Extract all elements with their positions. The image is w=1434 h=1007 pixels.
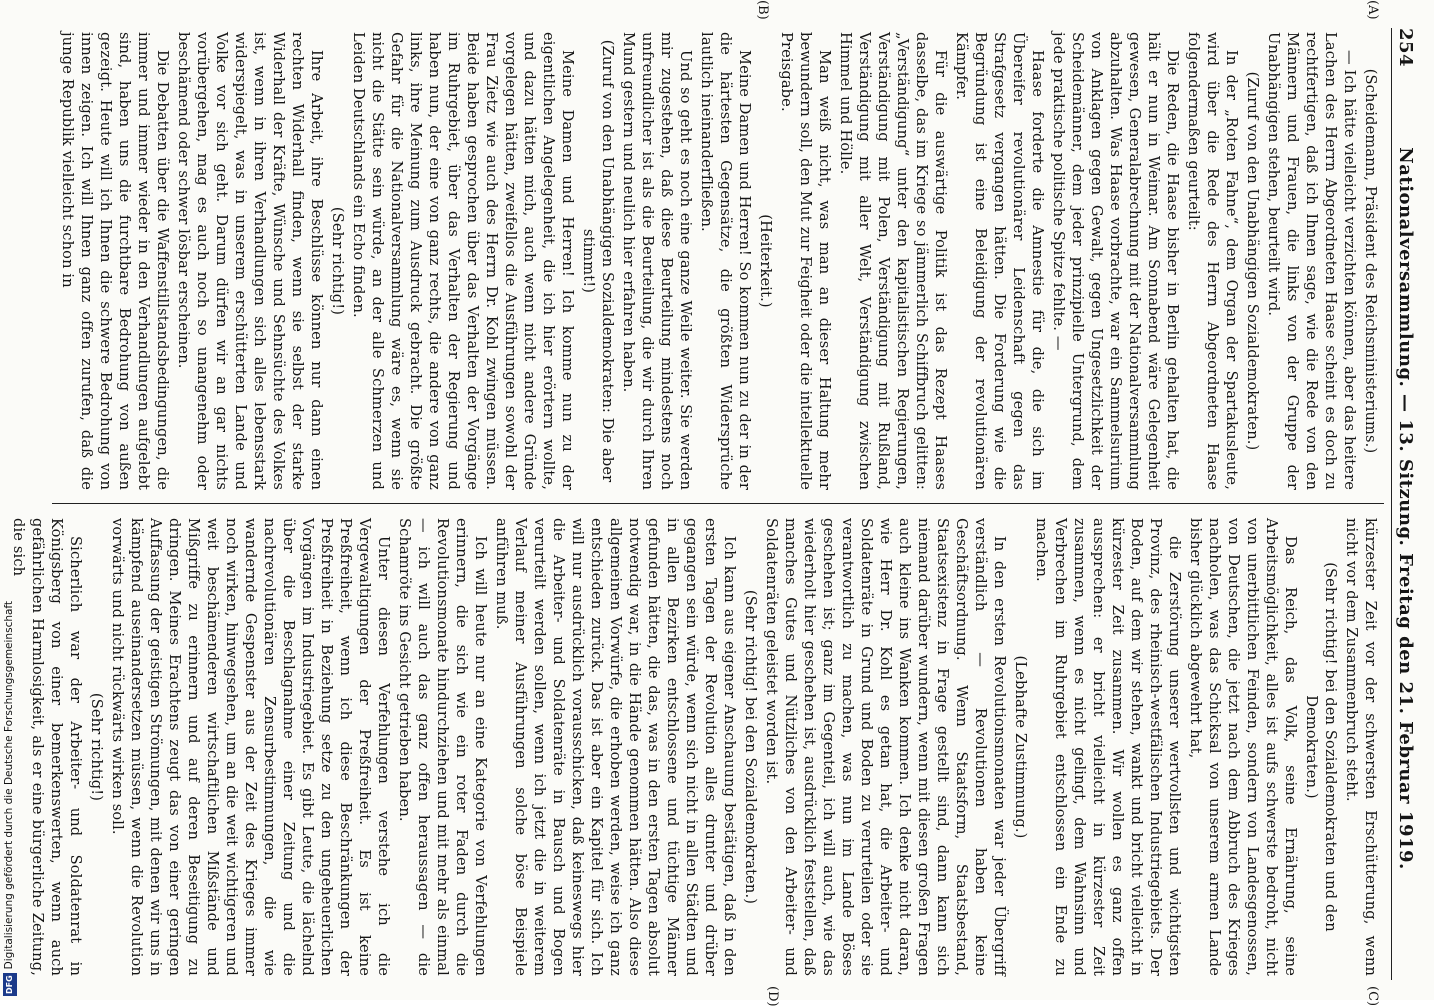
funding-footer bbox=[2, 600, 16, 996]
paragraph: Die Reden, die Haase bisher in Berlin gehalten hat, die hält er nun in Weimar. Am Sonnabend wäre Gelegenheit gewesen, Generalabrechnung mit der Nationalversammlung abzuhalten. Was Haase vorbrachte, war ein Sammelsurium von Anklagen gegen Gewalt, gegen Ungesetzlichkeit der Scheidemänner, dem jeder prinzipielle Untergrund, dem jede praktische politische Spitze fehlte. — bbox=[1050, 32, 1181, 490]
margin-marker-d: (D) bbox=[765, 986, 780, 1007]
paragraph: Ich will heute nur an eine Kategorie von Verfehlungen erinnern, die sich wie ein roter Faden durch die Revolutionsmonate hindurchziehen und mit mehr als einmal — ich will auch das ganz offen heraussagen — die Schamröte ins Gesicht getrieben haben. bbox=[396, 518, 489, 976]
paragraph: Meine Damen und Herren! So kommen nun zu der in der die härtesten Gegensätze, die größten Widersprüche lautlich ineinanderfließen. bbox=[698, 32, 753, 490]
paragraph: (Sehr richtig! bei den Sozialdemokraten.) bbox=[742, 589, 759, 905]
paragraph: Die Debatten über die Waffenstillstandsbedingungen, die immer und immer wieder in den Verhandlungen aufgelebt sind, haben uns die furchtbare Bedrohung von außen gezeigt. Heute will ich Ihnen die schwere Bedrohung von innen zeigen. Ich will Ihnen ganz offen zurufen, daß die junge Republik vielleicht schon in bbox=[59, 32, 171, 490]
right-text-column bbox=[10, 518, 1380, 976]
dfg-logo: DFG bbox=[3, 973, 17, 996]
paragraph: — Ich hätte vielleicht verzichten können, aber das heitere Lachen des Herrn Abgeordneten Haase scheint es doch zu rechtfertigen, daß ich Ihnen sage, wie die Rede von den Männern und Frauen, die links von der Gruppe der Unabhängigen stehen, beurteilt wird. bbox=[1265, 32, 1358, 490]
paragraph: Für die auswärtige Politik ist das Rezept Haases dasselbe, das im Kriege so jämmerlich Schiffbruch gelitten: „Verständigung“ unter den kapitalistischen Regierungen, Verständigung mit Polen, Verständigung mit Rußland, Verständigung mit aller Welt, Verständigung zwischen Himmel und Hölle. bbox=[837, 32, 949, 490]
paragraph: (Lebhafte Zustimmung.) bbox=[1012, 655, 1029, 839]
paragraph: Ihre Arbeit, ihre Beschlüsse können nur dann einen rechten Widerhall finden, wenn sie selbst der starke Widerhall der Kräfte, Wünsche und Sehnsüchte des Volkes ist, wenn in ihren Verhandlungen sich alles lebensstark widerspiegelt, was in unserem erschütterten Lande und Volke vor sich geht. Darum dürfen wir an gar nichts vorübergehen, mag es auch noch so unangenehm oder beschämend oder schwer lösbar erscheinen. bbox=[175, 32, 325, 490]
paragraph: Meine Damen und Herren! Ich komme nun zu der eigentlichen Angelegenheit, die ich hier erörtern wollte, und dazu hätten mich, auch wenn nicht andere Gründe vorgelegen hätten, zweifellos die Ausführungen sowohl der Frau Zietz wie auch des Herrn Dr. Kohl zwingen müssen. Beide haben gesprochen über das Verhalten der Vorgänge im Ruhrgebiet, über das Verhalten der Regierung und haben nun, der eine von ganz rechts, die andere von ganz links, ihre Meinung zum Ausdruck gebracht. Die größte Gefahr für die Nationalversammlung wäre es, wenn sie nicht die Stätte sein würde, an der alle Schmerzen und Leiden Deutschlands ein Echo finden. bbox=[350, 32, 576, 490]
margin-marker-c: (C) bbox=[1365, 986, 1380, 1007]
left-text-column bbox=[60, 32, 1380, 490]
paragraph: Unter diesen Verfehlungen verstehe ich die Vergewaltigungen der Preßfreiheit. Es ist keine Preßfreiheit, wenn ich diese Beschränkungen der Preßfreiheit in Beziehung setze zu den ungeheuerlichen Vorgängen im Industriegebiet. Es gibt Leute, die lächelnd über die Beschlagnahme einer Zeitung und die nachrevolutionären Zensurbestimmungen, die wie wandernde Gespenster aus der Zeit des Krieges immer noch wirken, hinwegsehen, um an die weit wichtigeren und weit beschämenderen wirtschaftlichen Mißstände und Mißgriffe zu erinnern und auf deren Beseitigung zu dringen. Meines Erachtens zeugt das von einer geringen Auffassung der geistigen Strömungen, mit denen wir uns in kämpfend auseinandersetzen müssen, wenn die Revolution vorwärts und nicht rückwärts wirken soll. bbox=[109, 518, 392, 976]
rotated-document-page bbox=[10, 0, 1420, 1007]
page-title: Nationalversammlung. — 13. Sitzung. Freitag den 21. Februar 1919. bbox=[1395, 147, 1417, 870]
paragraph: (Scheidemann, Präsident des Reichsministeriums.) bbox=[1362, 68, 1379, 454]
paragraph: Sicherlich war der Arbeiter- und Soldatenrat in Königsberg von einer bemerkenswerten, wenn auch gefährlichen Harmlosigkeit, als er eine bürgerliche Zeitung, die sich bbox=[10, 518, 84, 976]
paragraph: die Zerstörung unserer wertvollsten und wichtigsten Provinz, des rheinisch-westfälischen Industriegebiets. Der Boden, auf dem wir stehen, wankt und bricht vielleicht in kürzester Zeit zusammen. Wir wollen es ganz offen aussprechen: er bricht vielleicht in kürzester Zeit zusammen, wenn es nicht gelingt, dem Wahnsinn und Verbrechen im Ruhrgebiet entschlossen ein Ende zu machen. bbox=[1033, 518, 1183, 976]
page-number: 254 bbox=[1395, 28, 1417, 68]
funding-notice: Digitalisierung gefördert durch die Deutsche Forschungsgemeinschaft bbox=[3, 600, 15, 970]
paragraph: Ich kann aus eigener Anschauung bestätigen, daß in den ersten Tagen der Revolution alles drunter und drüber gegangen sein würde, wenn sich nicht in allen Städten und in allen Bezirken entschlossene und tüchtige Männer gefunden hätten, die das, was in den ersten Tagen absolut notwendig war, in die Hände genommen hätten. Also diese allgemeinen Vorwürfe, die erhoben werden, weise ich ganz entschieden zurück. Das ist aber ein Kapitel für sich. Ich will nur ausdrücklich vorausschicken, daß keineswegs hier die Arbeiter- und Soldatenräte in Bausch und Bogen verurteilt werden sollen, wenn ich jetzt die in weiterem Verlauf meiner Ausführungen solche böse Beispiele anführen muß. bbox=[493, 518, 738, 976]
paragraph: In den ersten Revolutionsmonaten war jeder Übergriff verständlich — Revolutionen haben keine Geschäftsordnung. Wenn Staatsform, Staatsbestand, Staatsexistenz in Frage gestellt sind, dann kann sich niemand darüber wundern, wenn mit diesen großen Fragen auch kleine ins Wanken kommen. Ich denke nicht daran, wie Herr Dr. Kohl es getan hat, die Arbeiter- und Soldatenräte in Grund und Boden zu verurteilen oder sie verantwortlich zu machen, was nun im Lande Böses geschehen ist; ganz im Gegenteil, ich will auch, wie das wiederholt hier geschehen ist, ausdrücklich feststellen, daß manches Gutes und Nützliches von den Arbeiter- und Soldatenräten geleistet worden ist. bbox=[763, 518, 1008, 976]
margin-marker-a: (A) bbox=[1365, 0, 1380, 20]
paragraph: Haase forderte die Amnestie für die, die sich im Übereifer revolutionärer Leidenschaft gegen das Strafgesetz vergangen hätten. Die Forderung wie die Begründung ist eine Beleidigung der revolutionären Kämpfer. bbox=[953, 32, 1046, 490]
paragraph: Das Reich, das Volk, seine Ernährung, seine Arbeitsmöglichkeit, alles ist aufs schwerste bedroht, nicht von unerbittlichen Feinden, sondern von Landesgenossen, von Deutschen, die jetzt nach dem Abbruch des Krieges nachholen, was das Schicksal von unserem armen Lande bisher glücklich abgewehrt hat, bbox=[1187, 518, 1299, 976]
paragraph: kürzester Zeit vor der schwersten Erschütterung, wenn nicht vor dem Zusammenbruch steht. bbox=[1343, 518, 1379, 976]
paragraph: Man weiß nicht, was man an dieser Haltung mehr bewundern soll, den Mut zur Feigheit oder die intellektuelle Preisgabe. bbox=[778, 32, 833, 490]
paragraph: (Sehr richtig!) bbox=[329, 206, 346, 316]
paragraph: (Sehr richtig! bei den Sozialdemokraten und den Demokraten.) bbox=[1303, 562, 1339, 932]
paragraph: (Zuruf von den Unabhängigen Sozialdemokraten: Die aber stimmt!) bbox=[580, 39, 616, 483]
paragraph: (Sehr richtig!) bbox=[88, 692, 105, 802]
paragraph: Und so geht es noch eine ganze Weile weiter. Sie werden mir zugestehen, daß diese Beurteilung mindestens noch unfreundlicher ist als die Beurteilung, die wir durch Ihren Mund gestern und neulich hier erfahren haben. bbox=[620, 32, 694, 490]
paragraph: In der „Roten Fahne“, dem Organ der Spartakusleute, wird über die Rede des Herrn Abgeordneten Haase folgendermaßen geurteilt: bbox=[1185, 32, 1240, 490]
paragraph: (Zuruf von den Unabhängigen Sozialdemokraten.) bbox=[1244, 71, 1261, 451]
page-header bbox=[1391, 28, 1420, 980]
paragraph: (Heiterkeit.) bbox=[757, 214, 774, 308]
margin-marker-b: (B) bbox=[755, 0, 770, 20]
column-divider bbox=[52, 503, 1384, 504]
